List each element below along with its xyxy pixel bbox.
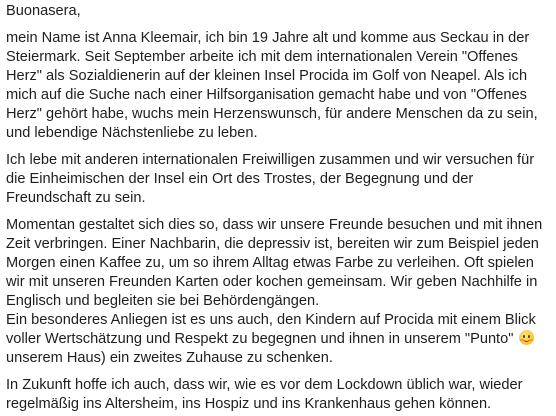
text-line: unserem Haus) ein zweites Zuhause zu schenken. <box>6 350 333 366</box>
text-line: die Einheimischen der Insel ein Ort des Trostes, der Begegnung und der <box>6 171 474 187</box>
text-line: Ich lebe mit anderen internationalen Freiwilligen zusammen und wir versuchen für <box>6 152 535 168</box>
text-line: und lebendige Nächstenliebe zu leben. <box>6 125 258 141</box>
paragraph-children <box>6 311 554 368</box>
text-line: In Zukunft hoffe ich auch, dass wir, wie es vor dem Lockdown üblich war, wieder <box>6 377 523 393</box>
text-line: Herz" als Sozialdienerin auf der kleinen Insel Procida im Golf von Neapel. Als ich <box>6 68 528 84</box>
text-line: Buonasera, <box>6 3 81 19</box>
text-line: Zeit verbringen. Einer Nachbarin, die depressiv ist, bereiten wir zum Beispiel jeden <box>6 236 539 252</box>
text-line: mein Name ist Anna Kleemair, ich bin 19 Jahre alt und komme aus Seckau in der <box>6 30 530 46</box>
text-line: Englisch und begleiten sie bei Behördengängen. <box>6 293 320 309</box>
text-line: Morgen einen Kaffee zu, um so ihrem Alltag etwas Farbe zu verleihen. Oft spielen <box>6 255 534 271</box>
text-line: Steiermark. Seit September arbeite ich mit dem internationalen Verein "Offenes <box>6 49 518 65</box>
paragraph-activities <box>6 216 554 311</box>
text-line: mich auf die Suche nach einer Hilfsorganisation gemacht habe und von "Offenes <box>6 87 527 103</box>
text-line: Freundschaft zu sein. <box>6 190 146 206</box>
text-line: regelmäßig ins Altersheim, ins Hospiz und ins Krankenhaus gehen können. <box>6 396 492 412</box>
paragraph-introduction <box>6 29 554 143</box>
paragraph-living <box>6 151 554 208</box>
text-line: Momentan gestaltet sich dies so, dass wir unsere Freunde besuchen und mit ihnen <box>6 217 543 233</box>
text-line: wir mit unseren Freunden Karten oder kochen gemeinsam. Wir geben Nachhilfe in <box>6 274 538 290</box>
text-line: Ein besonderes Anliegen ist es uns auch, den Kindern auf Procida mit einem Blick <box>6 312 536 328</box>
text-line <box>6 330 554 349</box>
paragraph-future <box>6 376 554 414</box>
text-segment: voller Wertschätzung und Respekt zu begegnen und ihnen in unserem "Punto" <box>6 331 514 347</box>
post-greeting <box>6 2 554 21</box>
smiling-face-emoji-icon <box>519 330 534 345</box>
text-line: Herz" gehört habe, wuchs mein Herzenswunsch, für andere Menschen da zu sein, <box>6 106 538 122</box>
